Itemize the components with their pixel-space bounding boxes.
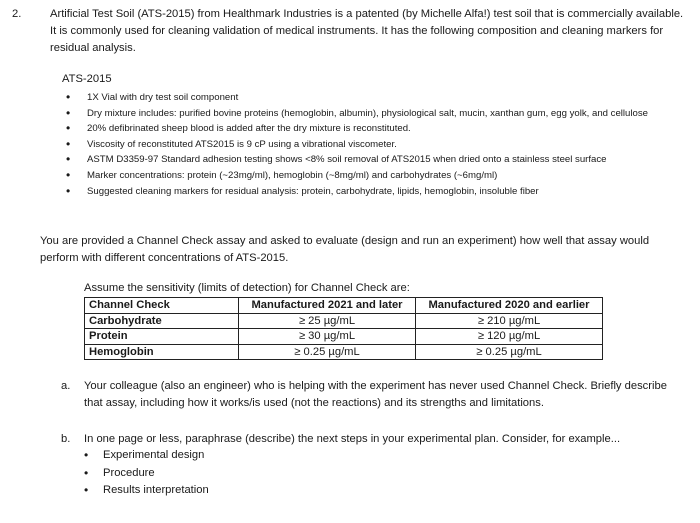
table-cell: ≥ 0.25 µg/mL: [239, 344, 416, 360]
list-item: • Results interpretation: [84, 482, 209, 500]
question-intro: [12, 6, 692, 57]
part-a-label: a.: [61, 380, 71, 392]
table-header-row: [85, 298, 603, 314]
table-row: [85, 329, 603, 345]
table-cell: Hemoglobin: [85, 344, 239, 360]
list-item: • Experimental design: [84, 447, 209, 465]
list-item: • Viscosity of reconstituted ATS2015 is 9 cP using a vibrational viscometer.: [64, 137, 684, 153]
table-cell: ≥ 120 µg/mL: [416, 329, 603, 345]
ats-title: ATS-2015: [62, 73, 112, 85]
list-item: • Suggested cleaning markers for residual analysis: protein, carbohydrate, lipids, hemoglobin, insoluble fiber: [64, 184, 684, 200]
ats-bullet-list: [64, 90, 684, 199]
part-a-text: Your colleague (also an engineer) who is helping with the experiment has never used Channel Check. Briefly describe that assay, including how it works/is used (not the reactions) and its strengths and limitations.: [84, 380, 667, 409]
table-header: Manufactured 2020 and earlier: [416, 298, 603, 314]
table-cell: Carbohydrate: [85, 313, 239, 329]
part-b-list: [84, 447, 209, 500]
list-item: • Procedure: [84, 465, 209, 483]
question-number: 2.: [12, 8, 22, 20]
list-item: • 20% defibrinated sheep blood is added after the dry mixture is reconstituted.: [64, 121, 684, 137]
table-cell: ≥ 210 µg/mL: [416, 313, 603, 329]
list-item: • ASTM D3359-97 Standard adhesion testing shows <8% soil removal of ATS2015 when dried onto a stainless steel surface: [64, 152, 684, 168]
part-b-label: b.: [61, 433, 71, 445]
table-cell: Protein: [85, 329, 239, 345]
sensitivity-caption: Assume the sensitivity (limits of detection) for Channel Check are:: [84, 282, 410, 294]
task-paragraph: You are provided a Channel Check assay and asked to evaluate (design and run an experiment) how well that assay would perform with different concentrations of ATS-2015.: [40, 235, 650, 264]
table-header: Manufactured 2021 and later: [239, 298, 416, 314]
list-item: • Dry mixture includes: purified bovine proteins (hemoglobin, albumin), physiological salt, mucin, xanthan gum, egg yolk, and cellulose: [64, 106, 684, 122]
part-b-text: In one page or less, paraphrase (describe) the next steps in your experimental plan. Consider, for example...: [84, 433, 621, 445]
list-item: • 1X Vial with dry test soil component: [64, 90, 684, 106]
table-cell: ≥ 30 µg/mL: [239, 329, 416, 345]
part-a: [61, 378, 681, 412]
part-b: [61, 431, 681, 448]
table-row: [85, 313, 603, 329]
table-header: Channel Check: [85, 298, 239, 314]
table-cell: ≥ 25 µg/mL: [239, 313, 416, 329]
sensitivity-table: [84, 297, 603, 360]
table-row: [85, 344, 603, 360]
list-item: • Marker concentrations: protein (~23mg/ml), hemoglobin (~8mg/ml) and carbohydrates (~6mg/ml): [64, 168, 684, 184]
question-intro-text: Artificial Test Soil (ATS-2015) from Healthmark Industries is a patented (by Michelle Alfa!) test soil that is commercially available. It is commonly used for cleaning validation of medical instruments. It has the following composition and cleaning markers for residual analysis.: [50, 8, 684, 54]
table-cell: ≥ 0.25 µg/mL: [416, 344, 603, 360]
